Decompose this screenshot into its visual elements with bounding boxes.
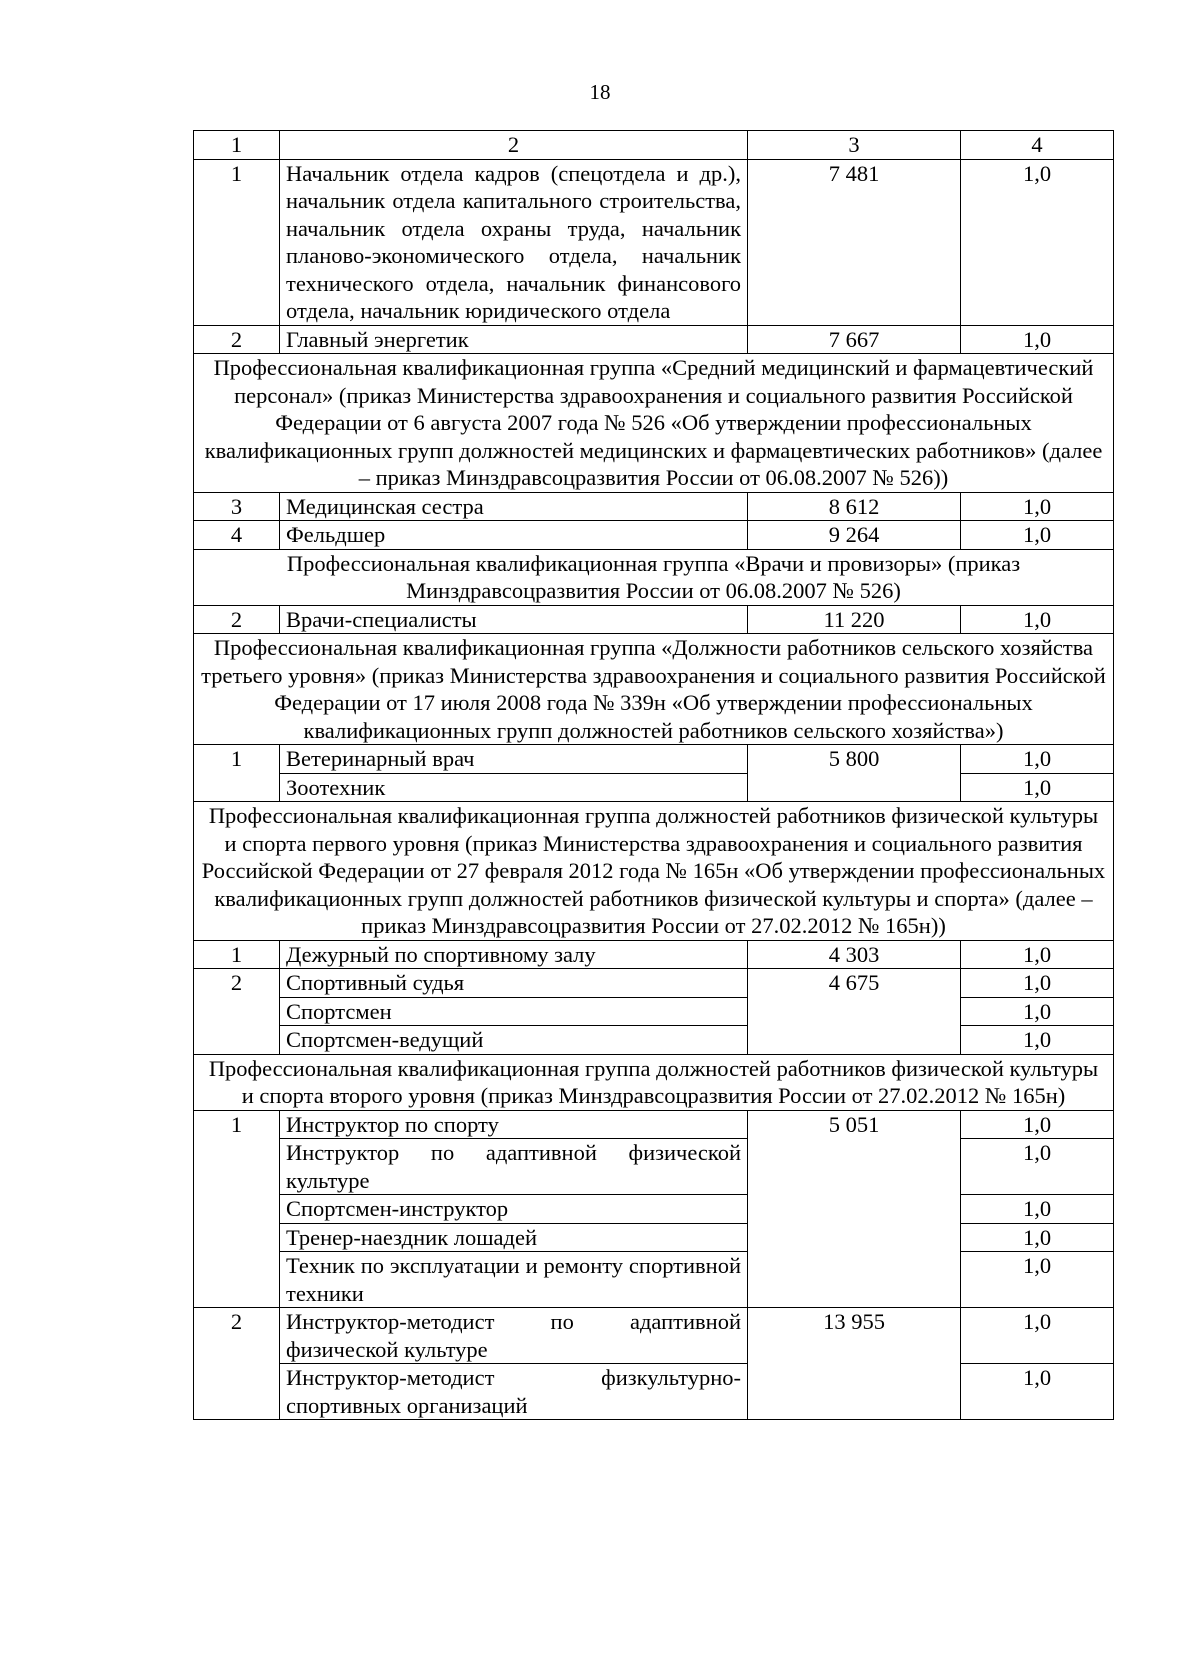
header-col-1: 1 xyxy=(194,131,280,160)
coefficient-value: 1,0 xyxy=(961,1026,1114,1055)
table-row xyxy=(194,1026,1114,1055)
coefficient-value: 1,0 xyxy=(961,1110,1114,1139)
table-row xyxy=(194,1308,1114,1364)
position-name: Спортсмен-ведущий xyxy=(280,1026,748,1055)
coefficient-value: 1,0 xyxy=(961,325,1114,354)
table-row xyxy=(194,940,1114,969)
page-number: 18 xyxy=(589,80,611,104)
position-name: Главный энергетик xyxy=(280,325,748,354)
salary-value: 4 303 xyxy=(748,940,961,969)
table-row xyxy=(194,159,1114,325)
coefficient-value: 1,0 xyxy=(961,492,1114,521)
group-heading: Профессиональная квалификационная группа «Средний медицинский и фармацевтический персонал» (приказ Министерства здравоохранения и социального развития Российской Федерации от 6 августа 2007 года № 526 «Об утверждении профессиональных квалификационных групп должностей медицинских и фармацевтических работников» (далее – приказ Минздравсоцразвития России от 06.08.2007 № 526)) xyxy=(194,354,1114,493)
header-col-4: 4 xyxy=(961,131,1114,160)
header-row xyxy=(194,131,1114,160)
salary-value: 11 220 xyxy=(748,605,961,634)
table-row xyxy=(194,969,1114,998)
header-col-2: 2 xyxy=(280,131,748,160)
group-header-row xyxy=(194,549,1114,605)
header-col-3: 3 xyxy=(748,131,961,160)
coefficient-value: 1,0 xyxy=(961,1195,1114,1224)
table-row xyxy=(194,325,1114,354)
row-number: 2 xyxy=(194,969,280,1055)
coefficient-value: 1,0 xyxy=(961,969,1114,998)
group-heading: Профессиональная квалификационная группа должностей работников физической культуры и спорта первого уровня (приказ Министерства здравоохранения и социального развития Российской Федерации от 27 февраля 2012 года № 165н «Об утверждении профессиональных квалификационных групп должностей работников физической культуры и спорта» (далее – приказ Минздравсоцразвития России от 27.02.2012 № 165н)) xyxy=(194,802,1114,941)
coefficient-value: 1,0 xyxy=(961,773,1114,802)
table-row xyxy=(194,521,1114,550)
coefficient-value: 1,0 xyxy=(961,745,1114,774)
position-name: Врачи-специалисты xyxy=(280,605,748,634)
table-row xyxy=(194,1110,1114,1139)
coefficient-value: 1,0 xyxy=(961,997,1114,1026)
position-name: Спортсмен-инструктор xyxy=(280,1195,748,1224)
position-name: Техник по эксплуатации и ремонту спортивной техники xyxy=(280,1252,748,1308)
salary-value: 9 264 xyxy=(748,521,961,550)
coefficient-value: 1,0 xyxy=(961,521,1114,550)
position-name: Инструктор по адаптивной физической культуре xyxy=(280,1139,748,1195)
coefficient-value: 1,0 xyxy=(961,1364,1114,1420)
coefficient-value: 1,0 xyxy=(961,940,1114,969)
salary-value: 7 481 xyxy=(748,159,961,325)
group-header-row xyxy=(194,634,1114,745)
position-name: Инструктор-методист физкультурно-спортивных организаций xyxy=(280,1364,748,1420)
table-row xyxy=(194,492,1114,521)
row-number: 4 xyxy=(194,521,280,550)
table-row xyxy=(194,997,1114,1026)
row-number: 1 xyxy=(194,159,280,325)
group-heading: Профессиональная квалификационная группа должностей работников физической культуры и спорта второго уровня (приказ Минздравсоцразвития России от 27.02.2012 № 165н) xyxy=(194,1054,1114,1110)
coefficient-value: 1,0 xyxy=(961,1252,1114,1308)
table-row xyxy=(194,745,1114,774)
position-name: Зоотехник xyxy=(280,773,748,802)
row-number: 2 xyxy=(194,1308,280,1420)
salary-value: 8 612 xyxy=(748,492,961,521)
row-number: 1 xyxy=(194,745,280,802)
salary-value: 7 667 xyxy=(748,325,961,354)
table-row xyxy=(194,1139,1114,1195)
coefficient-value: 1,0 xyxy=(961,159,1114,325)
table-row xyxy=(194,1252,1114,1308)
coefficient-value: 1,0 xyxy=(961,605,1114,634)
table-row xyxy=(194,1364,1114,1420)
row-number: 3 xyxy=(194,492,280,521)
coefficient-value: 1,0 xyxy=(961,1139,1114,1195)
position-name: Медицинская сестра xyxy=(280,492,748,521)
table-row xyxy=(194,773,1114,802)
position-name: Спортивный судья xyxy=(280,969,748,998)
position-name: Инструктор по спорту xyxy=(280,1110,748,1139)
table-row xyxy=(194,605,1114,634)
group-header-row xyxy=(194,802,1114,941)
salary-table xyxy=(193,130,1114,1420)
coefficient-value: 1,0 xyxy=(961,1308,1114,1364)
position-name: Тренер-наездник лошадей xyxy=(280,1223,748,1252)
position-name: Дежурный по спортивному залу xyxy=(280,940,748,969)
group-header-row xyxy=(194,1054,1114,1110)
position-name: Ветеринарный врач xyxy=(280,745,748,774)
row-number: 2 xyxy=(194,605,280,634)
row-number: 1 xyxy=(194,1110,280,1308)
group-header-row xyxy=(194,354,1114,493)
table-row xyxy=(194,1223,1114,1252)
salary-value: 13 955 xyxy=(748,1308,961,1420)
row-number: 2 xyxy=(194,325,280,354)
group-heading: Профессиональная квалификационная группа «Должности работников сельского хозяйства третьего уровня» (приказ Министерства здравоохранения и социального развития Российской Федерации от 17 июля 2008 года № 339н «Об утверждении профессиональных квалификационных групп должностей работников сельского хозяйства») xyxy=(194,634,1114,745)
position-name: Фельдшер xyxy=(280,521,748,550)
salary-value: 5 051 xyxy=(748,1110,961,1308)
position-name: Инструктор-методист по адаптивной физической культуре xyxy=(280,1308,748,1364)
group-heading: Профессиональная квалификационная группа «Врачи и провизоры» (приказ Минздравсоцразвития России от 06.08.2007 № 526) xyxy=(194,549,1114,605)
position-name: Спортсмен xyxy=(280,997,748,1026)
coefficient-value: 1,0 xyxy=(961,1223,1114,1252)
table-row xyxy=(194,1195,1114,1224)
position-name: Начальник отдела кадров (спецотдела и др.), начальник отдела капитального строительства, начальник отдела охраны труда, начальник планово-экономического отдела, начальник технического отдела, начальник финансового отдела, начальник юридического отдела xyxy=(280,159,748,325)
row-number: 1 xyxy=(194,940,280,969)
salary-value: 5 800 xyxy=(748,745,961,802)
salary-value: 4 675 xyxy=(748,969,961,1055)
